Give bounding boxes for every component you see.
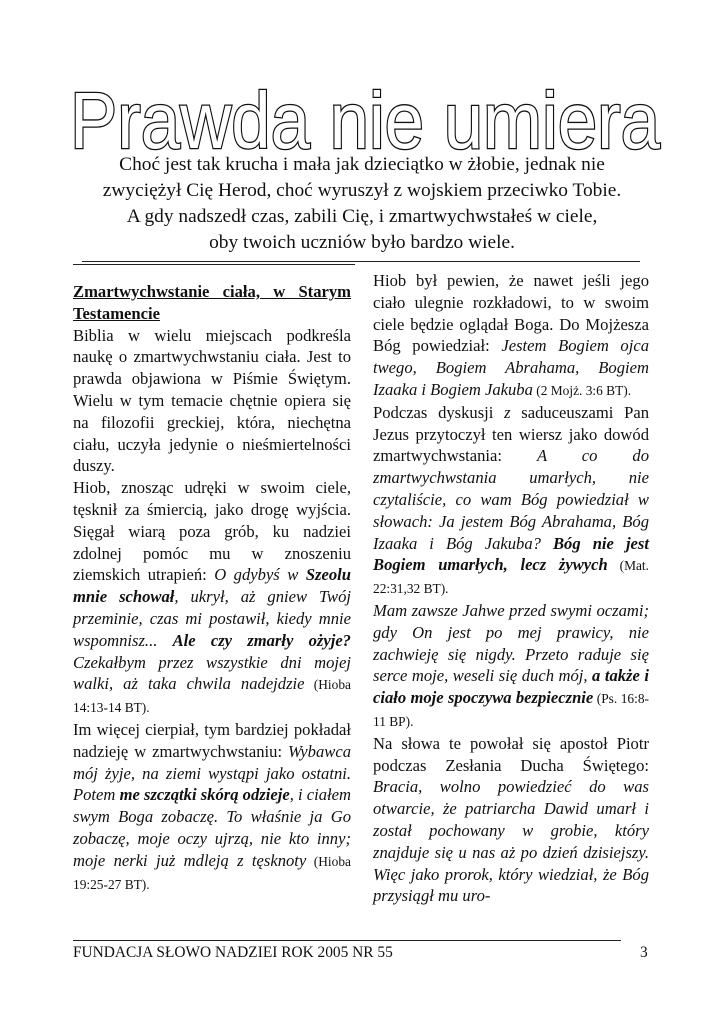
section-heading: Zmartwychwstanie ciała, w Starym Testamencie xyxy=(73,282,351,323)
italic-run: , i ciałem swym Boga zobaczę. To właśnie ja Go zobaczę, moje oczy ujrzą, nie kto inny; moje nerki już mdleją z tęsknoty xyxy=(73,785,352,870)
bible-reference: (Hioba 19:25-27 BT). xyxy=(73,853,351,892)
italic-run: Jestem Bogiem ojca twego, Bogiem Abrahama, Bogiem Izaaka i Bogiem Jakuba xyxy=(373,336,650,399)
page-number: 3 xyxy=(640,944,648,961)
right-paragraph-1 xyxy=(373,270,649,402)
bold-italic-run: me szczątki skórą odzieje xyxy=(119,785,290,805)
text-run: Hiob, znosząc udręki w swoim ciele, tęsknił za śmiercią, jako drogę wyjścia. Sięgał wiarą poza grób, ku nadziei zdolnej pomóc mu w znoszeniu ziemskich utrapień: xyxy=(73,478,351,585)
right-paragraph-3 xyxy=(373,600,649,733)
text-run: Im więcej cierpiał, tym bardziej pokładał nadzieję w zmartwychwstaniu: xyxy=(73,719,351,761)
bold-italic-run: Szeolu mnie schował xyxy=(73,565,351,607)
text-run: Hiob był pewien, że nawet jeśli jego ciało ulegnie rozkładowi, to w swoim ciele będzie oglądał Boga. Do Mojżesza Bóg powiedział: xyxy=(373,271,649,356)
bible-reference: (Hioba 14:13-14 BT). xyxy=(73,677,351,716)
page-title-text: Prawda nie umiera xyxy=(70,76,661,165)
poem-line-3: A gdy nadszedł czas, zabili Cię, i zmartwychwstałeś w ciele, xyxy=(126,206,598,227)
right-column xyxy=(373,270,649,907)
right-paragraph-4 xyxy=(373,733,649,907)
bible-reference: (Mat. 22:31,32 BT). xyxy=(373,558,649,597)
italic-run: Bracia, wolno powiedzieć do was otwarcie, że patriarcha Dawid umarł i został pochowany w grobie, który znajduje się u nas aż po dzień dzisiejszy. Więc jako prorok, który wiedział, że Bóg przysiągł mu uro- xyxy=(373,777,649,906)
text-run: Na słowa te powołał się apostoł Piotr podczas Zesłania Ducha Świętego: xyxy=(373,733,649,775)
right-paragraph-2 xyxy=(373,402,649,600)
bible-reference: (2 Mojż. 3:6 BT). xyxy=(532,382,632,398)
intro-poem xyxy=(70,152,654,256)
bible-reference: (Ps. 16:8-11 BP). xyxy=(373,691,650,729)
bold-italic-run: Ale czy zmarły ożyje? xyxy=(172,630,351,650)
italic-run: Czekałbym przez wszystkie dni mojej walki, aż taka chwila nadejdzie xyxy=(73,652,351,694)
left-paragraph-3 xyxy=(73,719,351,895)
italic-run: A co do zmartwychwstania umarłych, nie czytaliście, co wam Bóg powiedział w słowach: Ja jestem Bóg Abrahama, Bóg Izaaka i Bóg Jakuba? xyxy=(373,446,649,553)
text-run: Podczas dyskusji xyxy=(373,402,505,422)
italic-run: Mam zawsze Jahwe przed swymi oczami; gdy On jest po mej prawicy, nie zachwieję się nigdy. Przeto raduje się serce moje, weseli się duch mój, xyxy=(373,600,649,686)
italic-run: O gdybyś w xyxy=(214,565,306,585)
italic-run: , ukrył, aż gniew Twój przeminie, czas mi postawił, kiedy mnie wspomnisz... xyxy=(73,587,351,650)
left-column xyxy=(73,281,351,895)
left-paragraph-2 xyxy=(73,477,351,719)
column-divider xyxy=(73,264,355,265)
italic-run: z xyxy=(504,402,511,422)
poem-line-1: Choć jest tak krucha i mała jak dzieciątko w żłobie, jednak nie xyxy=(119,154,605,175)
poem-line-4: oby twoich uczniów było bardzo wiele. xyxy=(209,232,515,253)
left-paragraph-1: Biblia w wielu miejscach podkreśla naukę o zmartwychwstaniu ciała. Jest to prawda objawiona w Piśmie Świętym. Wielu w tym temacie chętnie opiera się na filozofii greckiej, która, niechętna ciału, uczyła jedynie o nieśmiertelności duszy. xyxy=(73,325,351,476)
italic-run: Wybawca mój żyje, na ziemi wystąpi jako ostatni. Potem xyxy=(73,741,351,805)
bold-italic-run: a także i ciało moje spoczywa bezpiecznie xyxy=(373,666,649,708)
footer-divider xyxy=(73,940,621,941)
bold-italic-run: Bóg nie jest Bogiem umarłych, lecz żywych xyxy=(373,533,649,575)
text-run: saduceuszami Pan Jezus przytoczył ten wiersz jako dowód zmartwychwstania: xyxy=(373,402,649,466)
footer-publisher: FUNDACJA SŁOWO NADZIEI ROK 2005 NR 55 xyxy=(73,944,393,961)
top-divider xyxy=(82,261,640,262)
poem-line-2: zwyciężył Cię Herod, choć wyruszył z wojskiem przeciwko Tobie. xyxy=(102,180,622,201)
